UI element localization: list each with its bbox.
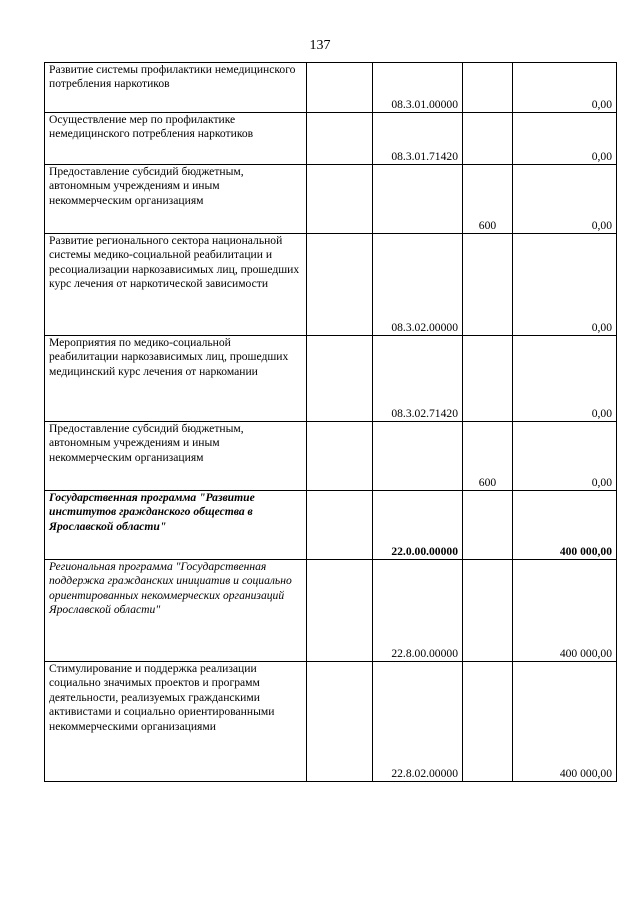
row-type <box>463 662 513 782</box>
row-amount: 0,00 <box>513 422 617 491</box>
table-row <box>45 63 617 113</box>
row-name: Предоставление субсидий бюджетным, автономным учреждениям и иным некоммерческим организациям <box>45 165 307 234</box>
table-row <box>45 336 617 422</box>
row-col2 <box>307 336 373 422</box>
row-type <box>463 491 513 560</box>
row-amount: 0,00 <box>513 234 617 336</box>
table-row <box>45 165 617 234</box>
row-name: Развитие системы профилактики немедицинского потребления наркотиков <box>45 63 307 113</box>
row-amount: 400 000,00 <box>513 662 617 782</box>
row-type <box>463 336 513 422</box>
row-amount: 400 000,00 <box>513 560 617 662</box>
row-amount: 0,00 <box>513 113 617 165</box>
row-name: Развитие регионального сектора национальной системы медико-социальной реабилитации и ресоциализации наркозависимых лиц, прошедших курс лечения от наркотической зависимости <box>45 234 307 336</box>
table-row <box>45 113 617 165</box>
row-col2 <box>307 662 373 782</box>
row-col2 <box>307 113 373 165</box>
row-code: 08.3.02.00000 <box>373 234 463 336</box>
row-type <box>463 113 513 165</box>
row-code: 08.3.01.00000 <box>373 63 463 113</box>
row-name: Осуществление мер по профилактике немедицинского потребления наркотиков <box>45 113 307 165</box>
row-type <box>463 560 513 662</box>
table-row <box>45 560 617 662</box>
row-name: Государственная программа "Развитие институтов гражданского общества в Ярославской области" <box>45 491 307 560</box>
row-col2 <box>307 63 373 113</box>
row-amount: 0,00 <box>513 336 617 422</box>
row-type <box>463 63 513 113</box>
table-row <box>45 662 617 782</box>
row-name: Стимулирование и поддержка реализации социально значимых проектов и программ деятельности, реализуемых гражданскими активистами и социально ориентированными некоммерческими организациями <box>45 662 307 782</box>
row-col2 <box>307 234 373 336</box>
row-name: Региональная программа "Государственная поддержка гражданских инициатив и социально ориентированных некоммерческих организаций Ярославской области" <box>45 560 307 662</box>
budget-table <box>44 62 617 782</box>
table-row <box>45 491 617 560</box>
row-amount: 0,00 <box>513 165 617 234</box>
row-type: 600 <box>463 422 513 491</box>
row-code: 22.8.02.00000 <box>373 662 463 782</box>
row-code: 22.0.00.00000 <box>373 491 463 560</box>
row-type: 600 <box>463 165 513 234</box>
row-col2 <box>307 422 373 491</box>
table-row <box>45 422 617 491</box>
row-code: 08.3.01.71420 <box>373 113 463 165</box>
row-col2 <box>307 560 373 662</box>
row-name: Мероприятия по медико-социальной реабилитации наркозависимых лиц, прошедших медицинский курс лечения от наркомании <box>45 336 307 422</box>
row-amount: 0,00 <box>513 63 617 113</box>
row-col2 <box>307 491 373 560</box>
table-row <box>45 234 617 336</box>
row-amount: 400 000,00 <box>513 491 617 560</box>
row-code: 08.3.02.71420 <box>373 336 463 422</box>
row-code <box>373 422 463 491</box>
row-name: Предоставление субсидий бюджетным, автономным учреждениям и иным некоммерческим организациям <box>45 422 307 491</box>
row-type <box>463 234 513 336</box>
row-col2 <box>307 165 373 234</box>
page-number: 137 <box>309 38 331 53</box>
row-code <box>373 165 463 234</box>
row-code: 22.8.00.00000 <box>373 560 463 662</box>
